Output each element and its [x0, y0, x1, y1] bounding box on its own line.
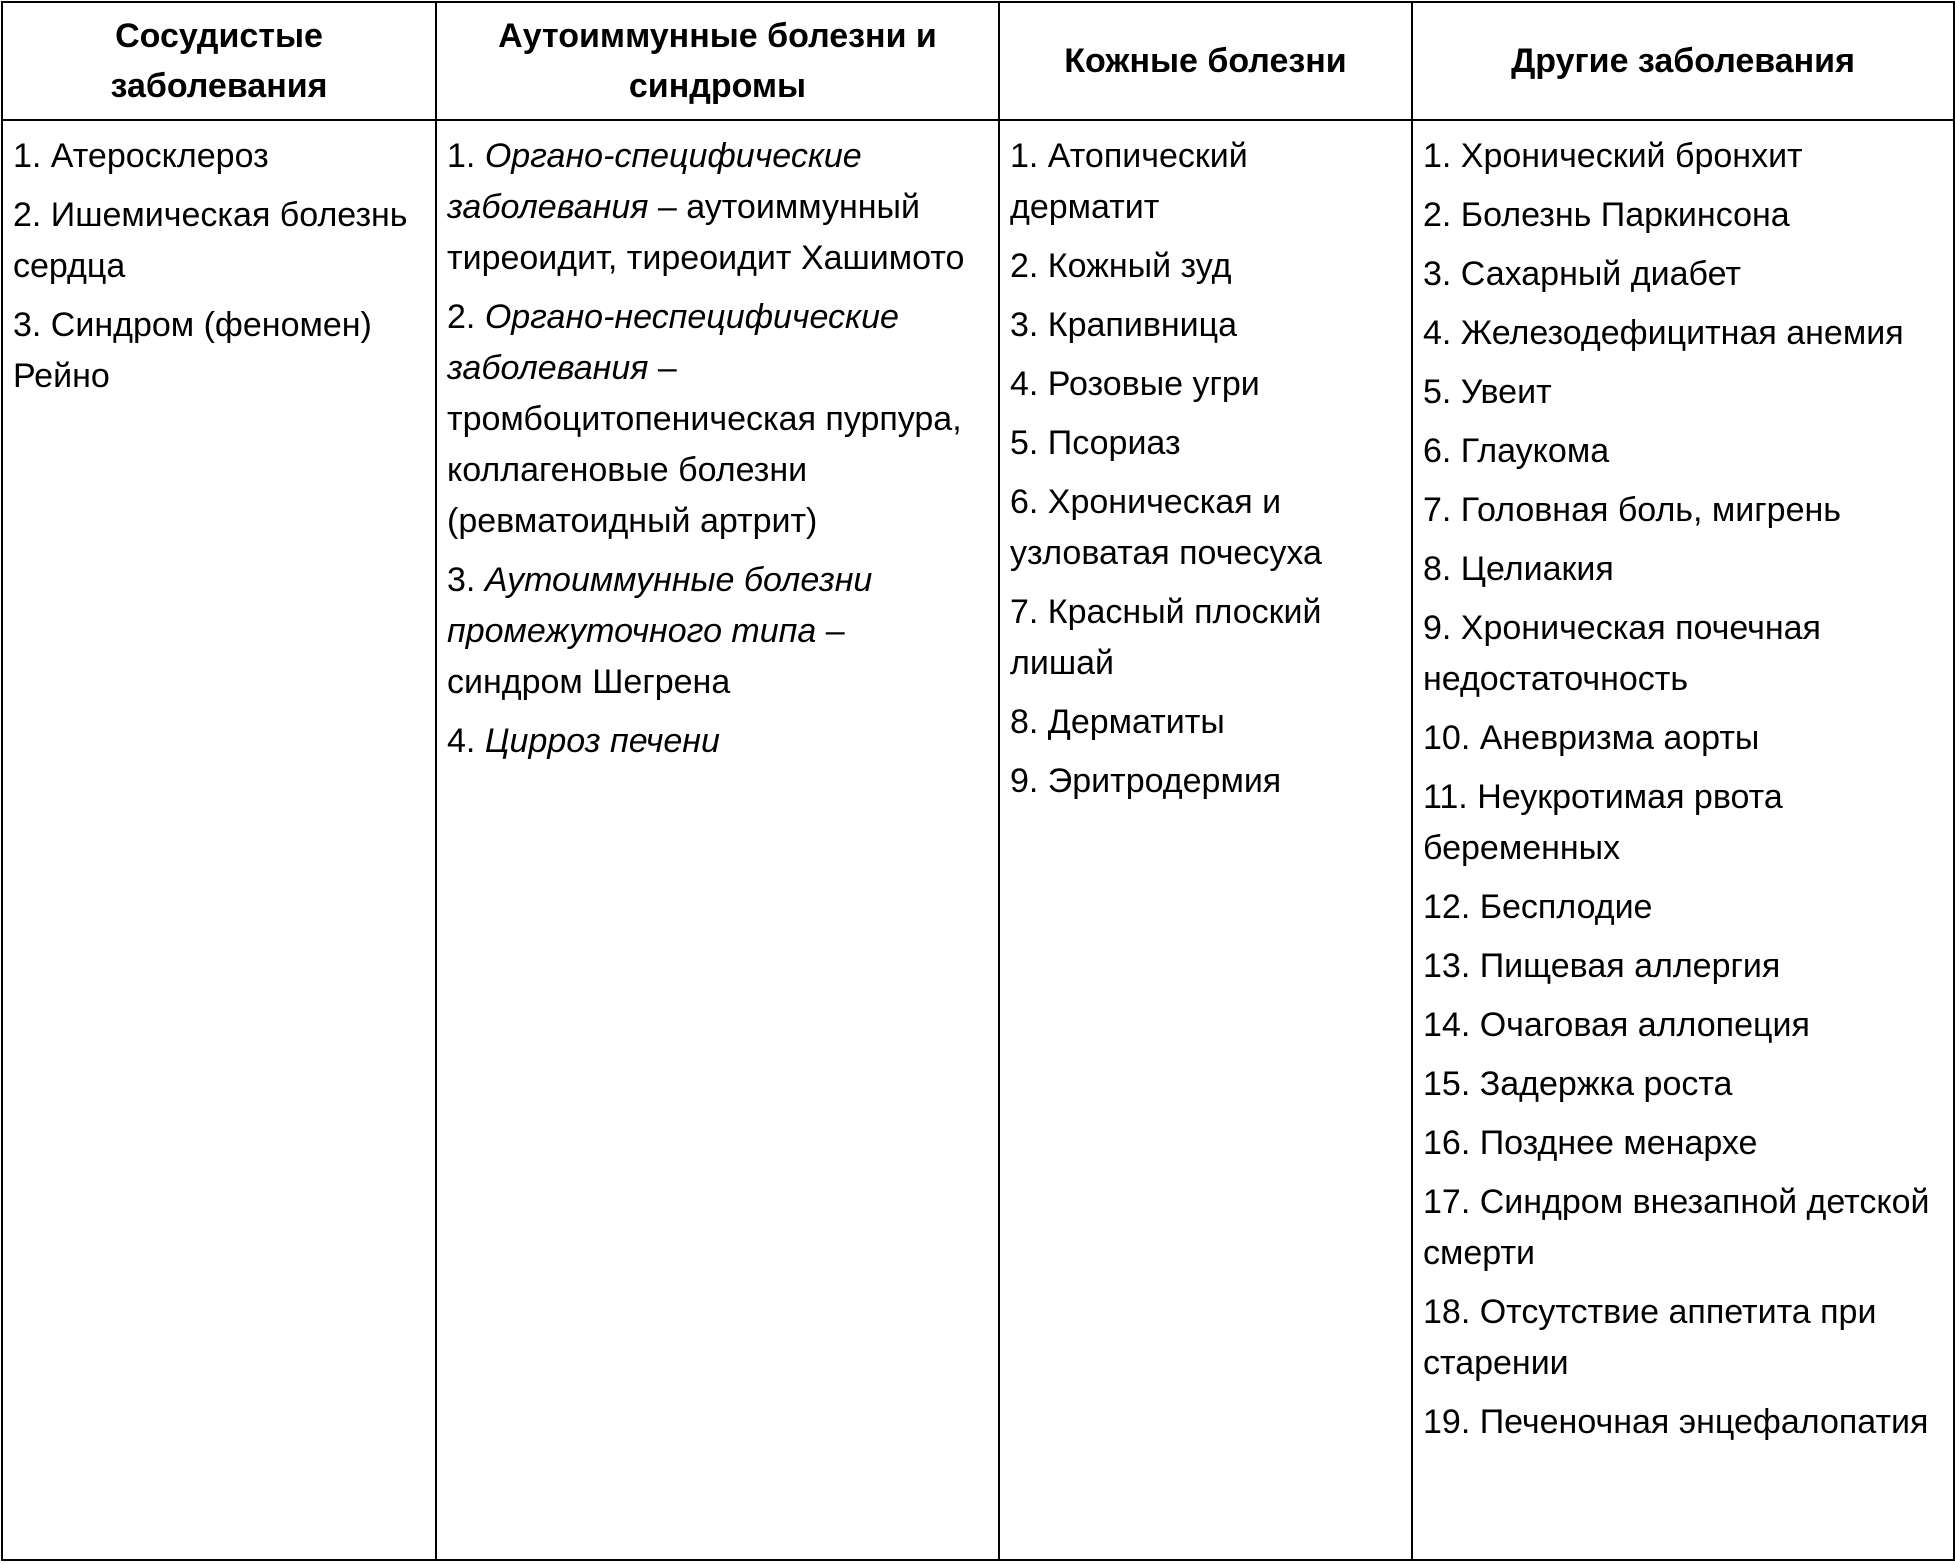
cell-vascular — [2, 120, 436, 1560]
list-item — [447, 131, 988, 284]
list-item: 15. Задержка роста — [1423, 1065, 1733, 1103]
list-item: 9. Эритродермия — [1010, 762, 1282, 800]
list-item: 10. Аневризма аорты — [1423, 719, 1760, 757]
list-item: 3. Крапивница — [1010, 306, 1238, 344]
list-item: 9. Хроническая почечная недостаточность — [1423, 609, 1821, 698]
cell-other — [1412, 120, 1954, 1560]
header-skin: Кожные болезни — [999, 2, 1412, 120]
item-number: 4. — [447, 722, 485, 760]
list-item: 18. Отсутствие аппетита при старении — [1423, 1293, 1877, 1382]
list-item: 1. Атеросклероз — [13, 137, 269, 175]
list-item: 6. Глаукома — [1423, 432, 1610, 470]
item-description: – синдром Шегрена — [447, 612, 845, 701]
list-item: 16. Позднее менархе — [1423, 1124, 1758, 1162]
list-item: 5. Псориаз — [1010, 424, 1181, 462]
item-number: 3. — [447, 561, 485, 599]
list-item: 19. Печеночная энцефалопатия — [1423, 1403, 1929, 1441]
header-vascular: Сосудистые заболевания — [2, 2, 436, 120]
header-row — [2, 2, 1954, 120]
list-item: 17. Синдром внезапной детской смерти — [1423, 1183, 1930, 1272]
item-description: – аутоиммунный тиреоидит, тиреоидит Хашимото — [447, 188, 965, 277]
list-item — [447, 292, 988, 547]
list-item: 12. Бесплодие — [1423, 888, 1653, 926]
item-term: Органо-неспецифические заболевания — [447, 298, 899, 387]
list-item: 1. Атопический дерматит — [1010, 137, 1248, 226]
item-term: Аутоиммунные болезни промежуточного типа — [447, 561, 873, 650]
list-item: 2. Кожный зуд — [1010, 247, 1232, 285]
list-item: 1. Хронический бронхит — [1423, 137, 1803, 175]
item-description: – тромбоцитопеническая пурпура, коллагеновые болезни (ревматоидный артрит) — [447, 349, 962, 540]
list-item: 8. Целиакия — [1423, 550, 1614, 588]
item-term: Органо-специфические заболевания — [447, 137, 862, 226]
list-item: 4. Железодефицитная анемия — [1423, 314, 1904, 352]
cell-skin — [999, 120, 1412, 1560]
body-row — [2, 120, 1954, 1560]
cell-autoimmune — [436, 120, 999, 1560]
list-item: 8. Дерматиты — [1010, 703, 1225, 741]
header-autoimmune: Аутоиммунные болезни и синдромы — [436, 2, 999, 120]
disease-classification-table — [1, 1, 1955, 1561]
list-item: 5. Увеит — [1423, 373, 1552, 411]
list-item: 6. Хроническая и узловатая почесуха — [1010, 483, 1322, 572]
list-item: 14. Очаговая аллопеция — [1423, 1006, 1810, 1044]
header-other: Другие заболевания — [1412, 2, 1954, 120]
list-item: 7. Головная боль, мигрень — [1423, 491, 1841, 529]
item-term: Цирроз печени — [484, 722, 720, 760]
list-item: 11. Неукротимая рвота беременных — [1423, 778, 1783, 867]
list-item — [447, 555, 988, 708]
list-item: 4. Розовые угри — [1010, 365, 1260, 403]
item-number: 2. — [447, 298, 485, 336]
list-item — [447, 716, 988, 767]
list-item: 3. Сахарный диабет — [1423, 255, 1741, 293]
list-item: 3. Синдром (феномен) Рейно — [13, 306, 372, 395]
list-item: 13. Пищевая аллергия — [1423, 947, 1781, 985]
list-item: 2. Ишемическая болезнь сердца — [13, 196, 408, 285]
list-item: 2. Болезнь Паркинсона — [1423, 196, 1790, 234]
item-number: 1. — [447, 137, 485, 175]
list-item: 7. Красный плоский лишай — [1010, 593, 1322, 682]
